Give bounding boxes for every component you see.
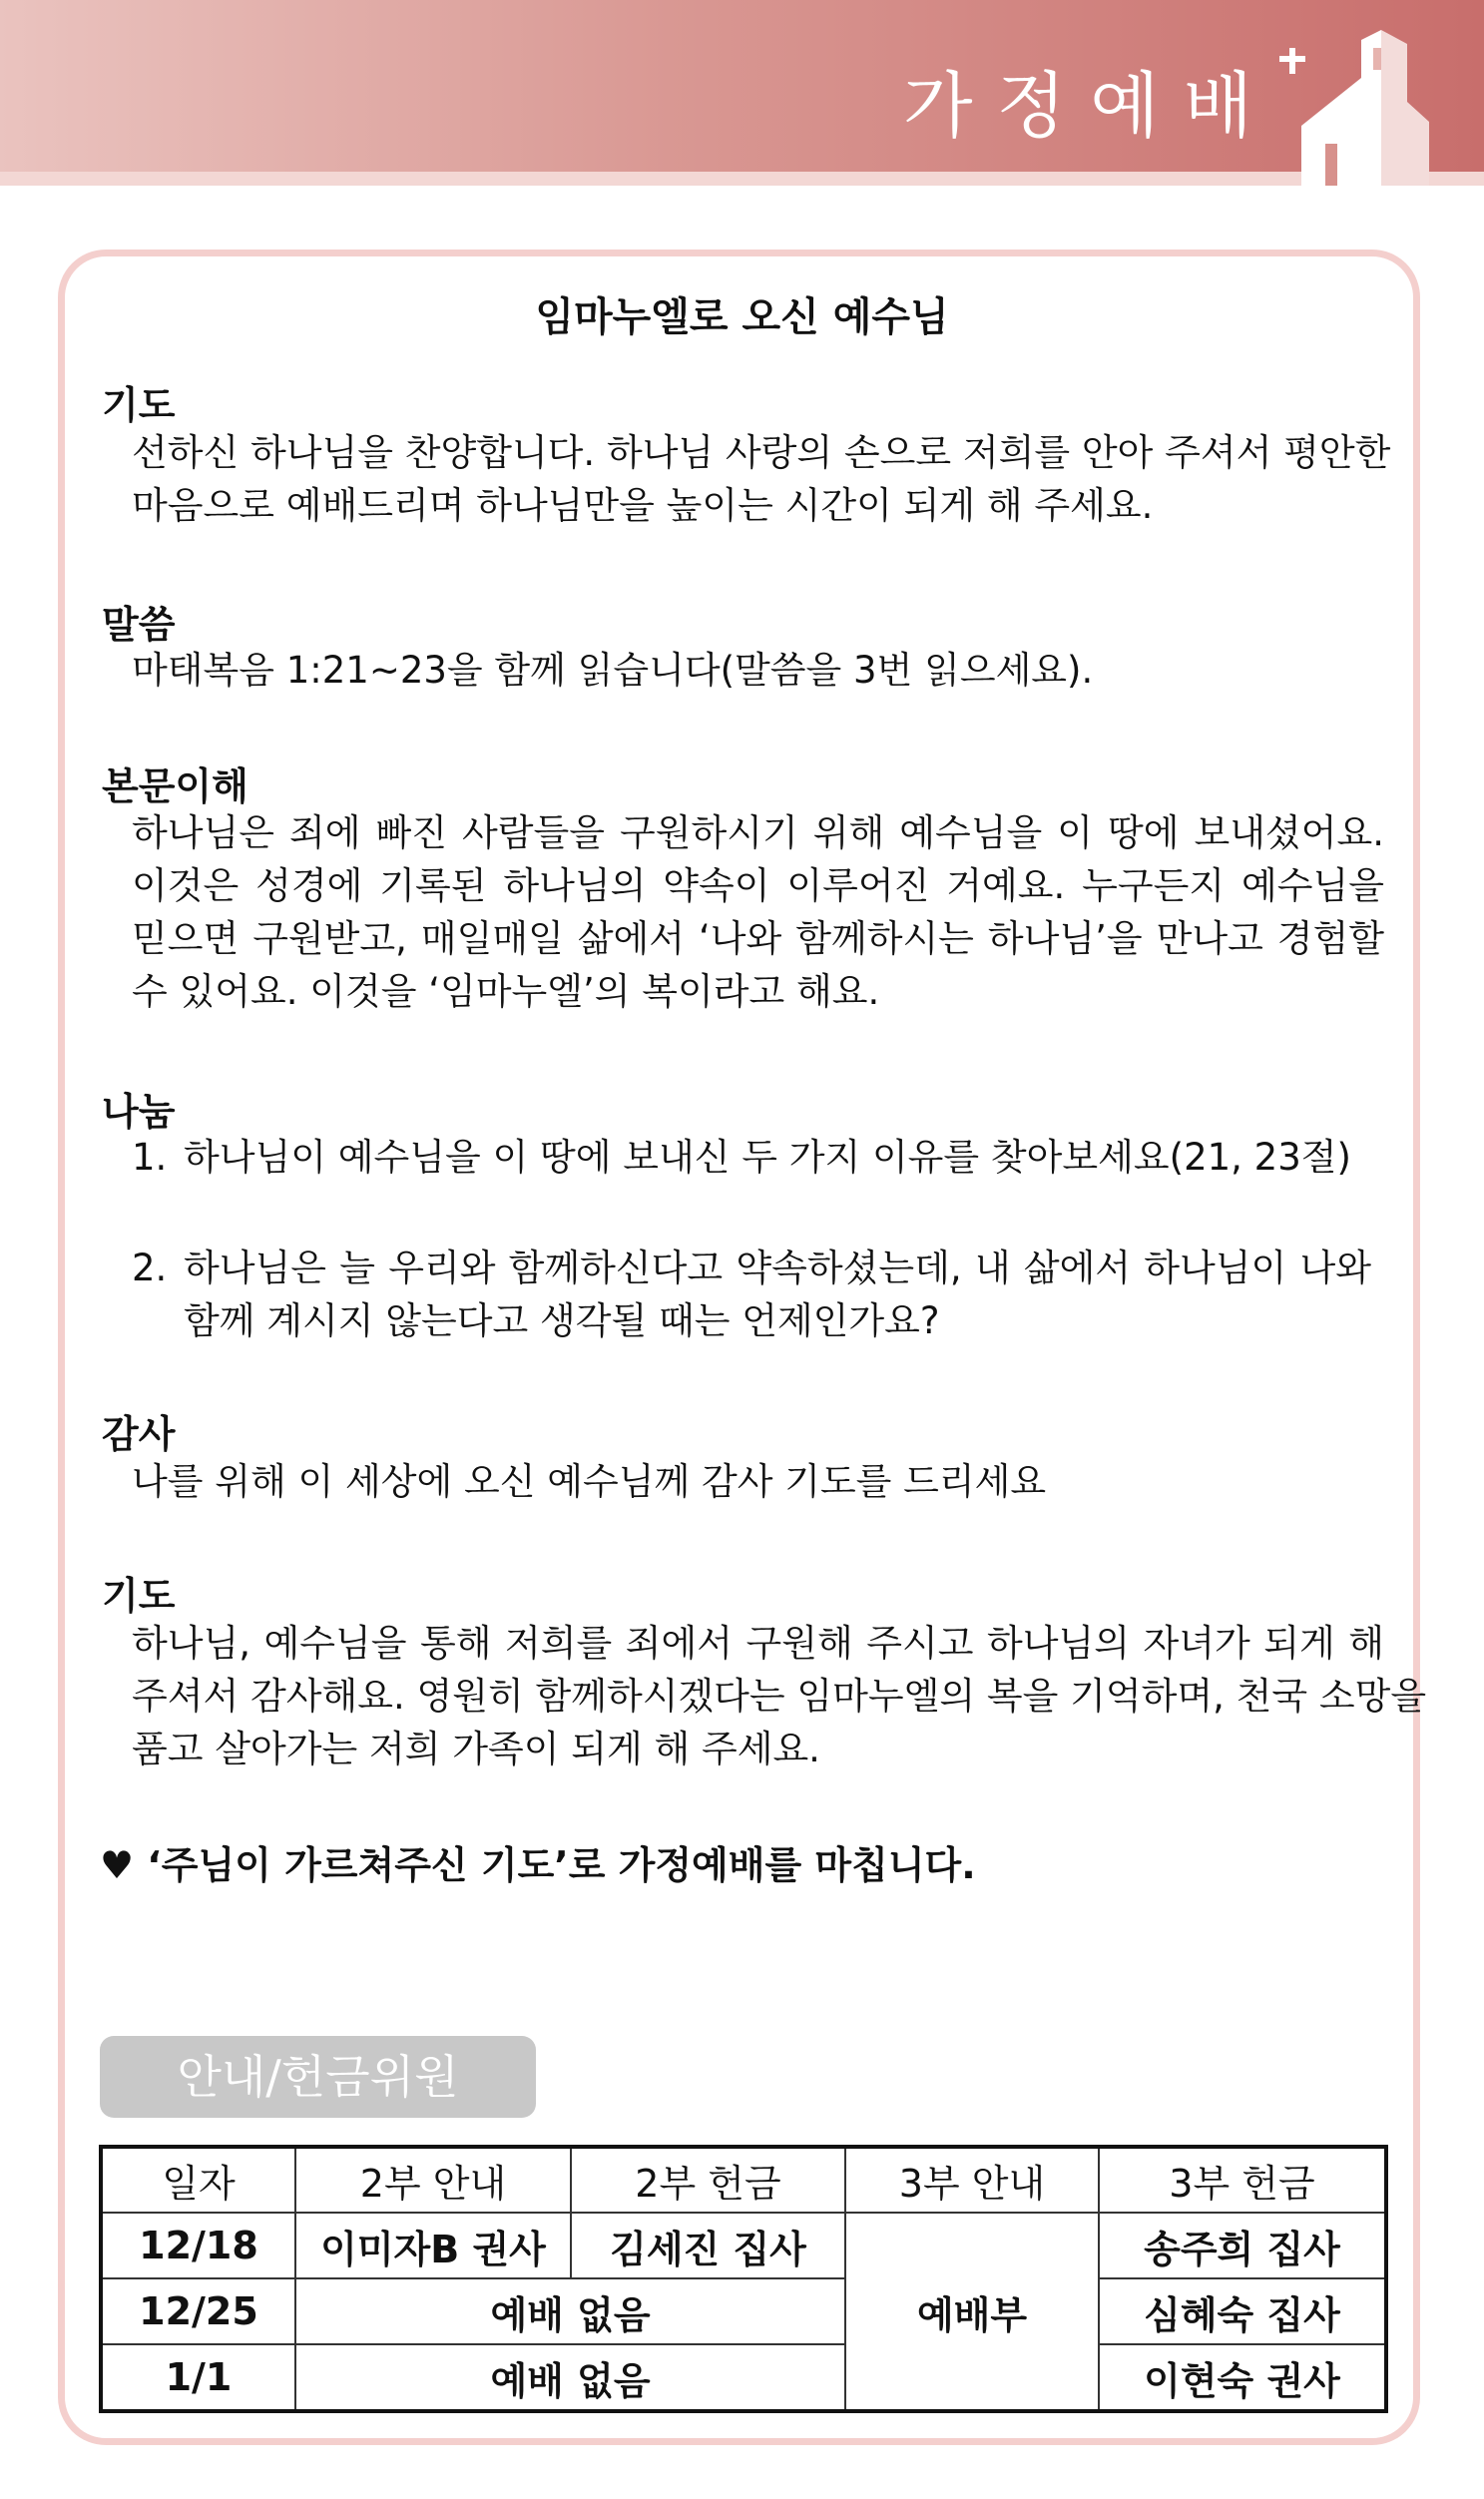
- understanding-line: 수 있어요. 이것을 ‘임마누엘’의 복이라고 해요.: [132, 970, 880, 1013]
- table-row: [101, 2278, 1386, 2344]
- section-heading-understanding: 본문이해: [102, 764, 248, 808]
- header-title: 가정예배: [903, 64, 1277, 148]
- sharing-item-line: 함께 계시지 않는다고 생각될 때는 언제인가요?: [184, 1299, 940, 1342]
- church-icon: [1279, 18, 1439, 186]
- understanding-line: 하나님은 죄에 빠진 사람들을 구원하시기 위해 예수님을 이 땅에 보내셨어요.: [132, 811, 1384, 854]
- closing-prayer-line: 품고 살아가는 저희 가족이 되게 해 주세요.: [132, 1728, 820, 1770]
- word-line: 마태복음 1:21~23을 함께 읽습니다(말씀을 3번 읽으세요).: [132, 649, 1094, 692]
- thanks-line: 나를 위해 이 세상에 오신 예수님께 감사 기도를 드리세요: [132, 1460, 1047, 1503]
- table-header-row: [101, 2147, 1386, 2213]
- prayer-line: 마음으로 예배드리며 하나님만을 높이는 시간이 되게 해 주세요.: [132, 484, 1154, 527]
- sharing-item-number: 1.: [132, 1136, 168, 1179]
- cell-date: 1/1: [101, 2344, 295, 2411]
- prayer-text: [132, 426, 1391, 532]
- cell-no-service: 예배 없음: [295, 2344, 845, 2411]
- table-row: [101, 2213, 1386, 2278]
- cell-offering-3: 심혜숙 집사: [1099, 2278, 1386, 2344]
- table-row: [101, 2344, 1386, 2411]
- closing-note: ♥ ‘주님이 가르쳐주신 기도’로 가정예배를 마칩니다.: [100, 1843, 976, 1887]
- sharing-item-line: 하나님은 늘 우리와 함께하신다고 약속하셨는데, 내 삶에서 하나님이 나와: [184, 1247, 1371, 1289]
- section-heading-thanks: 감사: [102, 1412, 176, 1456]
- sharing-item-number: 2.: [132, 1247, 168, 1289]
- word-text: [132, 644, 1384, 697]
- cell-guide-2: 이미자B 권사: [295, 2213, 571, 2278]
- closing-prayer-line: 하나님, 예수님을 통해 저희를 죄에서 구원해 주시고 하나님의 자녀가 되게 해: [132, 1622, 1384, 1665]
- document-title: 임마누엘로 오신 예수님: [535, 294, 949, 340]
- header-guide-3: 3부 안내: [845, 2147, 1099, 2213]
- thanks-text: [132, 1455, 1384, 1508]
- header-strip: [0, 172, 1484, 186]
- cell-date: 12/18: [101, 2213, 295, 2278]
- understanding-text: [132, 806, 1384, 1018]
- closing-prayer-text: [132, 1617, 1427, 1775]
- cell-offering-3: 송주희 집사: [1099, 2213, 1386, 2278]
- closing-prayer-line: 주셔서 감사해요. 영원히 함께하시겠다는 임마누엘의 복을 기억하며, 천국 소망을: [132, 1675, 1427, 1718]
- duty-label: 안내/헌금위원: [100, 2036, 536, 2118]
- cell-no-service: 예배 없음: [295, 2278, 845, 2344]
- section-heading-word: 말씀: [102, 603, 176, 647]
- header-date: 일자: [101, 2147, 295, 2213]
- header-guide-2: 2부 안내: [295, 2147, 571, 2213]
- duty-table: [99, 2145, 1388, 2413]
- prayer-line: 선하신 하나님을 찬양합니다. 하나님 사랑의 손으로 저희를 안아 주셔서 평안한: [132, 431, 1391, 474]
- cell-guide-3: 예배부: [845, 2213, 1099, 2411]
- section-heading-prayer: 기도: [102, 383, 176, 427]
- section-heading-sharing: 나눔: [102, 1090, 176, 1134]
- cell-date: 12/25: [101, 2278, 295, 2344]
- cell-offering-2: 김세진 집사: [571, 2213, 845, 2278]
- header-offering-3: 3부 헌금: [1099, 2147, 1386, 2213]
- cell-offering-3: 이현숙 권사: [1099, 2344, 1386, 2411]
- section-heading-prayer-closing: 기도: [102, 1574, 176, 1618]
- sharing-item-line: 하나님이 예수님을 이 땅에 보내신 두 가지 이유를 찾아보세요(21, 23절): [184, 1136, 1351, 1179]
- understanding-line: 이것은 성경에 기록된 하나님의 약속이 이루어진 거예요. 누구든지 예수님을: [132, 864, 1384, 907]
- understanding-line: 믿으면 구원받고, 매일매일 삶에서 ‘나와 함께하시는 하나님’을 만나고 경험할: [132, 917, 1384, 960]
- header-offering-2: 2부 헌금: [571, 2147, 845, 2213]
